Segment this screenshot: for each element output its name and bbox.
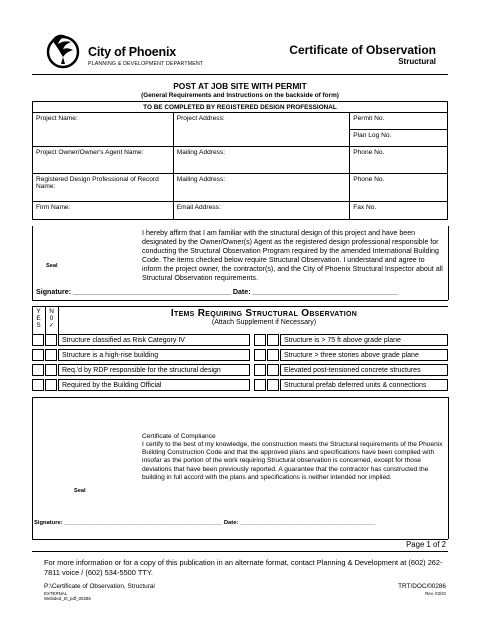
owner-agent-field[interactable]: Project Owner/Owner's Agent Name: bbox=[33, 147, 174, 174]
fax-field[interactable]: Fax No. bbox=[350, 202, 448, 220]
items-top-line bbox=[32, 306, 448, 307]
compliance-top-line bbox=[32, 397, 448, 398]
web-reference: Webided_trt_pdf_00286 bbox=[44, 596, 91, 601]
owner-phone-field[interactable]: Phone No. bbox=[350, 147, 448, 174]
item-prefab: Structural prefab deferred units & connections bbox=[280, 379, 448, 391]
no-letter-n: N bbox=[49, 308, 54, 315]
yes-letter-y: Y bbox=[36, 308, 41, 315]
department-name: PLANNING & DEVELOPMENT DEPARTMENT bbox=[88, 61, 204, 67]
items-subtitle: (Attach Supplement if Necessary) bbox=[211, 319, 317, 326]
document-title: Certificate of Observation bbox=[289, 43, 436, 57]
height-no-checkbox[interactable] bbox=[267, 334, 279, 346]
seal-label: Seal bbox=[46, 263, 58, 269]
permit-no-field[interactable]: Permit No. bbox=[350, 113, 448, 130]
page-number: Page 1 of 2 bbox=[406, 540, 446, 549]
org-name: City of Phoenix bbox=[88, 45, 176, 59]
owner-mailing-field[interactable]: Mailing Address: bbox=[173, 147, 350, 174]
compliance-box-right bbox=[448, 397, 449, 539]
post-title: POST AT JOB SITE WITH PERMIT bbox=[173, 81, 307, 91]
info-banner: TO BE COMPLETED BY REGISTERED DESIGN PROFESSIONAL bbox=[33, 102, 448, 113]
prefab-yes-checkbox[interactable] bbox=[254, 379, 266, 391]
affirm-box-bottom bbox=[32, 300, 448, 301]
no-letter-o: 0 bbox=[49, 315, 54, 322]
stories-no-checkbox[interactable] bbox=[267, 349, 279, 361]
header-divider bbox=[32, 74, 448, 75]
project-address-field[interactable]: Project Address: bbox=[173, 113, 350, 147]
compliance-title: Certificate of Compliance bbox=[142, 433, 216, 440]
item-rdp-required: Req.'d by RDP responsible for the structural design bbox=[58, 364, 250, 376]
post-tension-yes-checkbox[interactable] bbox=[254, 364, 266, 376]
stories-yes-checkbox[interactable] bbox=[254, 349, 266, 361]
compliance-signature-line[interactable]: Signature: _________________________________________________ Date: __________________________________________ bbox=[34, 520, 376, 526]
check-mark-icon: ✓ bbox=[48, 322, 55, 329]
building-official-no-checkbox[interactable] bbox=[45, 379, 57, 391]
footer-divider bbox=[32, 551, 448, 552]
compliance-box-bottom bbox=[32, 539, 448, 540]
affirmation-text: I hereby affirm that I am familiar with the structural design of this project and have been designated by the Owner/Owner(s) Agent as the registered design professional responsible for conducting the Structural Observation Program required by the amended International Building Code. The items checked below require Structural Observation. I understand and agree to inform the project owner, the contractor(s), and the City of Phoenix Structural Inspector about all Structural Observation requirements. bbox=[142, 229, 443, 282]
rdp-phone-field[interactable]: Phone No. bbox=[350, 174, 448, 202]
firm-name-field[interactable]: Firm Name: bbox=[33, 202, 174, 220]
plan-log-no-field[interactable]: Plan Log No. bbox=[350, 130, 448, 147]
yes-header bbox=[32, 308, 45, 329]
project-name-field[interactable]: Project Name: bbox=[33, 113, 174, 147]
high-rise-yes-checkbox[interactable] bbox=[32, 349, 44, 361]
document-code: TRT/DOC/00286 bbox=[398, 583, 446, 590]
post-subtitle: (General Requirements and Instructions on the backside of form) bbox=[141, 92, 339, 99]
rdp-required-yes-checkbox[interactable] bbox=[32, 364, 44, 376]
item-building-official: Required by the Building Official bbox=[58, 379, 250, 391]
compliance-box-left bbox=[32, 397, 33, 539]
item-risk-category: Structure classified as Risk Category IV bbox=[58, 334, 250, 346]
affirm-box-left bbox=[32, 226, 33, 300]
prefab-no-checkbox[interactable] bbox=[267, 379, 279, 391]
rdp-mailing-field[interactable]: Mailing Address: bbox=[173, 174, 350, 202]
project-info-table bbox=[32, 101, 448, 220]
building-official-yes-checkbox[interactable] bbox=[32, 379, 44, 391]
compliance-text: I certify to the best of my knowledge, the construction meets the Structural requirements of the Phoenix Building Construction Code and that the approved plans and specifications have been complied with insofar as the portion of the work requiring Structural observation is concerned, except for those deviations that have been previously reported. A guarantee that the contractor has constructed the building in full accord with the plans and specifications is neither intended nor implied. bbox=[142, 441, 443, 481]
yes-letter-s: S bbox=[36, 322, 41, 329]
item-high-rise: Structure is a high-rise building bbox=[58, 349, 250, 361]
items-title: Items Requiring Structural Observation bbox=[170, 308, 358, 319]
rdp-required-no-checkbox[interactable] bbox=[45, 364, 57, 376]
item-stories: Structure > three stories above grade plane bbox=[280, 349, 448, 361]
item-height: Structure is > 75 ft above grade plane bbox=[280, 334, 448, 346]
email-field[interactable]: Email Address: bbox=[173, 202, 350, 220]
compliance-seal-label: Seal bbox=[74, 488, 86, 494]
phoenix-logo-icon bbox=[44, 30, 82, 70]
revision-date: Rev. 03/22 bbox=[425, 591, 446, 596]
external-label: EXTERNAL bbox=[44, 591, 68, 596]
yes-letter-e: E bbox=[36, 315, 41, 322]
risk-category-no-checkbox[interactable] bbox=[45, 334, 57, 346]
post-tension-no-checkbox[interactable] bbox=[267, 364, 279, 376]
affirm-signature-line[interactable]: Signature: ________________________________________ Date: _____________________________________ bbox=[36, 288, 399, 296]
high-rise-no-checkbox[interactable] bbox=[45, 349, 57, 361]
risk-category-yes-checkbox[interactable] bbox=[32, 334, 44, 346]
file-path: P:\Certificate of Observation, Structural bbox=[44, 583, 155, 590]
affirm-box-right bbox=[448, 226, 449, 300]
no-header bbox=[45, 308, 58, 329]
document-subtitle: Structural bbox=[398, 57, 436, 66]
contact-info: For more information or for a copy of this publication in an alternate format, contact Planning & Development at (602) 262-7811 voice / (602) 534-5500 TTY. bbox=[44, 558, 443, 577]
height-yes-checkbox[interactable] bbox=[254, 334, 266, 346]
no-col-right bbox=[58, 306, 59, 334]
rdp-record-field[interactable]: Registered Design Professional of Record Name: bbox=[33, 174, 174, 202]
item-post-tension: Elevated post-tensioned concrete structures bbox=[280, 364, 448, 376]
